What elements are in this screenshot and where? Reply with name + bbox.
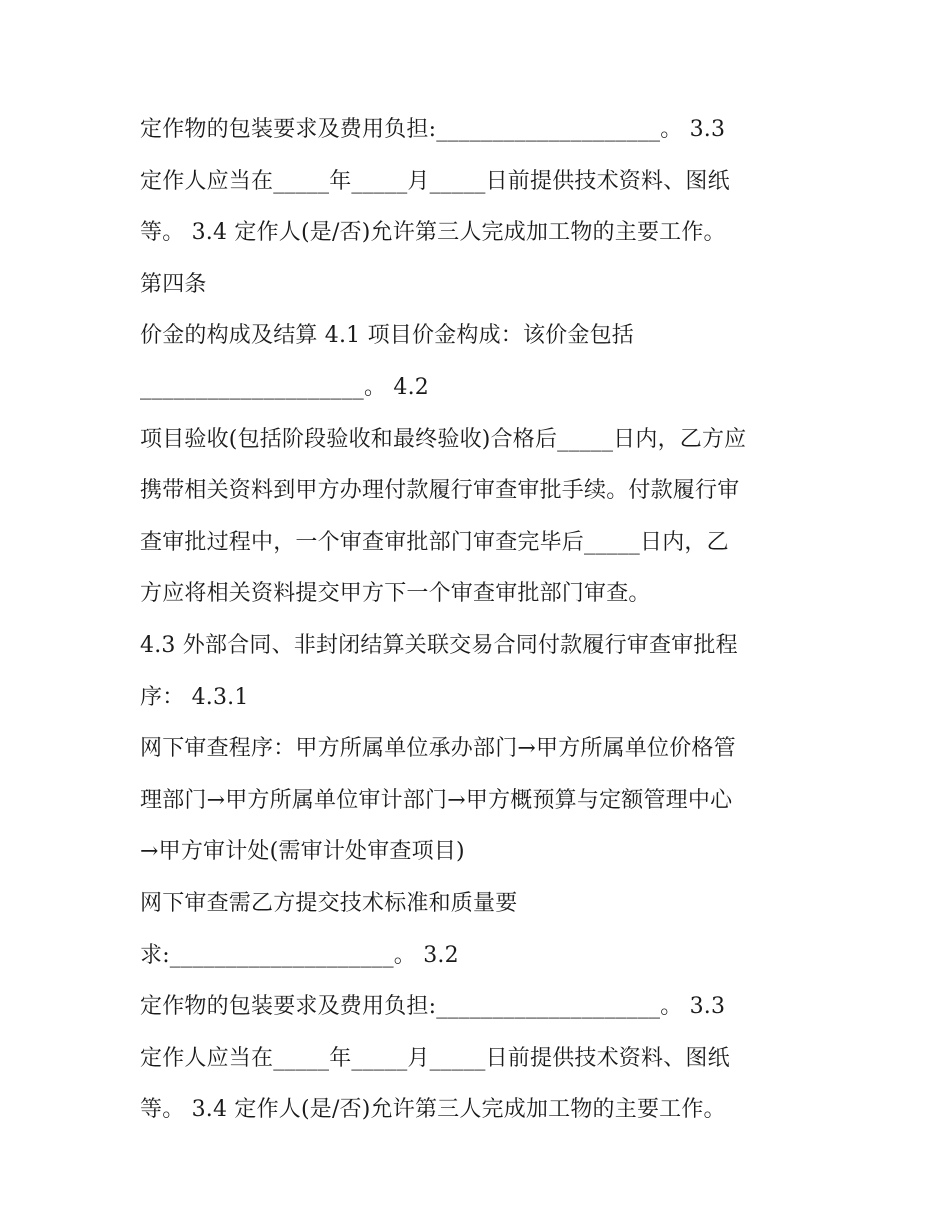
text-line: 4.3 外部合同、非封闭结算关联交易合同付款履行审查审批程 bbox=[140, 632, 738, 658]
text-line: 网下审查需乙方提交技术标准和质量要 bbox=[140, 890, 518, 916]
section-heading: 第四条 bbox=[140, 271, 207, 297]
text-line: 价金的构成及结算 4.1 项目价金构成：该价金包括 bbox=[140, 323, 634, 349]
text-line: →甲方审计处(需审计处审查项目) bbox=[140, 839, 465, 865]
text-line: 定作人应当在_____年_____月_____日前提供技术资料、图纸 bbox=[140, 168, 730, 194]
text-line: 网下审查程序：甲方所属单位承办部门→甲方所属单位价格管 bbox=[140, 736, 736, 762]
text-line: 查审批过程中，一个审查审批部门审查完毕后_____日内，乙 bbox=[140, 529, 729, 555]
text-line: ____________________。 4.2 bbox=[140, 374, 429, 400]
text-line: 定作人应当在_____年_____月_____日前提供技术资料、图纸 bbox=[140, 1045, 730, 1071]
text-line: 定作物的包装要求及费用负担:____________________。 3.3 bbox=[140, 117, 726, 142]
document-body bbox=[140, 104, 820, 1136]
text-line: 序： 4.3.1 bbox=[140, 684, 249, 710]
text-line: 项目验收(包括阶段验收和最终验收)合格后_____日内，乙方应 bbox=[140, 426, 747, 452]
text-line: 求:____________________。 3.2 bbox=[140, 942, 459, 968]
text-line: 等。 3.4 定作人(是/否)允许第三人完成加工物的主要工作。 bbox=[140, 1097, 726, 1123]
text-line: 理部门→甲方所属单位审计部门→甲方概预算与定额管理中心 bbox=[140, 787, 733, 813]
text-line: 方应将相关资料提交甲方下一个审查审批部门审查。 bbox=[140, 581, 651, 607]
text-line: 携带相关资料到甲方办理付款履行审查审批手续。付款履行审 bbox=[140, 478, 740, 504]
text-line: 等。 3.4 定作人(是/否)允许第三人完成加工物的主要工作。 bbox=[140, 220, 726, 246]
text-line: 定作物的包装要求及费用负担:____________________。 3.3 bbox=[140, 994, 726, 1020]
